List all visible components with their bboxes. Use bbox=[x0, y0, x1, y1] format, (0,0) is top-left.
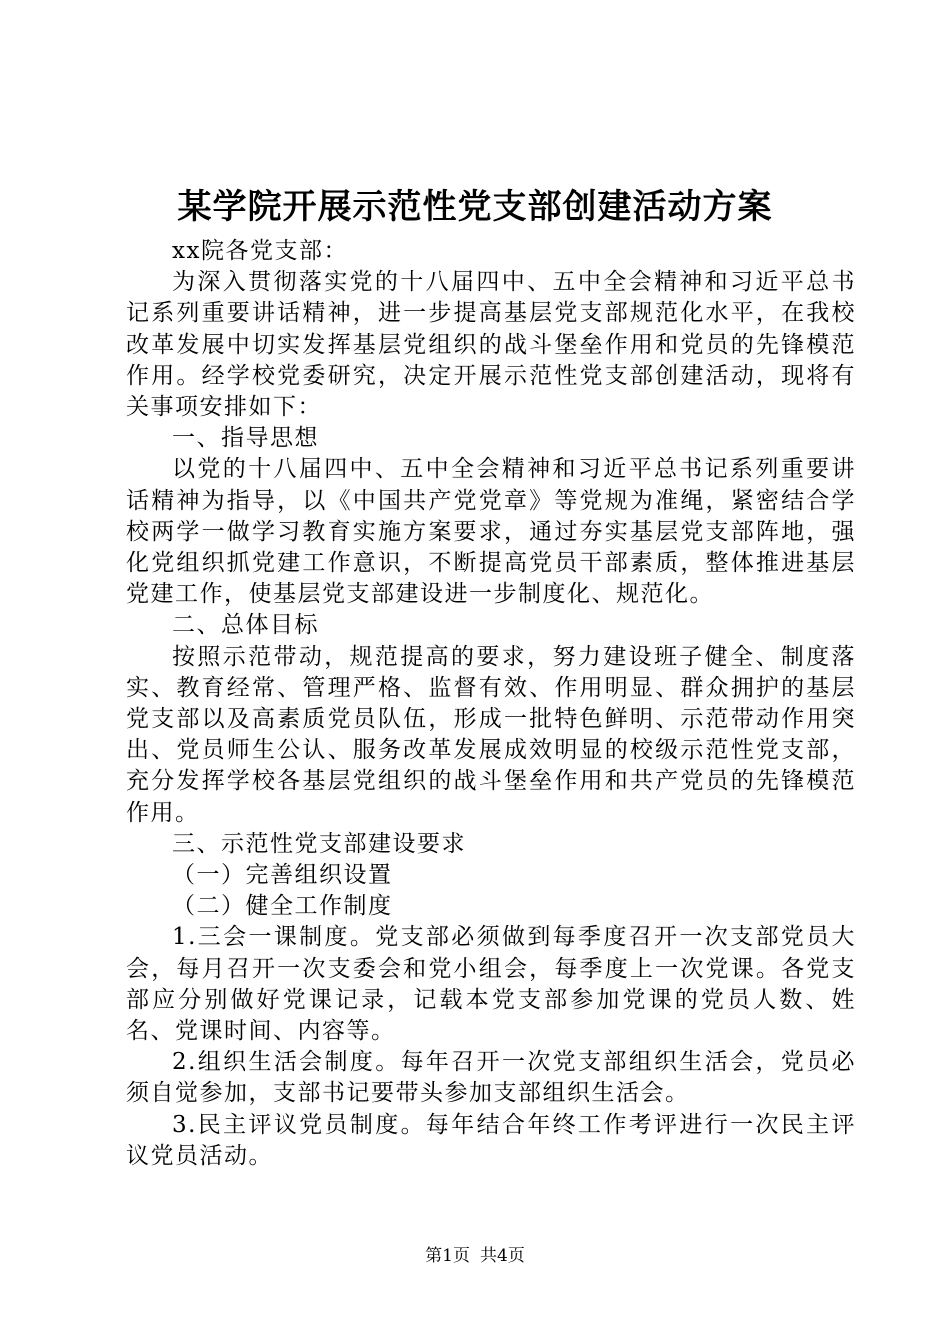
document-body bbox=[126, 236, 856, 1172]
document-title: 某学院开展示范性党支部创建活动方案 bbox=[177, 187, 773, 227]
guiding-ideology-paragraph: 以党的十八届四中、五中全会精神和习近平总书记系列重要讲话精神为指导，以《中国共产党党章》等党规为准绳，紧密结合学校两学一做学习教育实施方案要求，通过夯实基层党支部阵地，强化党组织抓党建工作意识，不断提高党员干部素质，整体推进基层党建工作，使基层党支部建设进一步制度化、规范化。 bbox=[126, 456, 856, 608]
overall-goal-paragraph: 按照示范带动，规范提高的要求，努力建设班子健全、制度落实、教育经常、管理严格、监督有效、作用明显、群众拥护的基层党支部以及高素质党员队伍，形成一批特色鲜明、示范带动作用突出、党员师生公认、服务改革发展成效明显的校级示范性党支部，充分发挥学校各基层党组织的战斗堡垒作用和共产党员的先锋模范作用。 bbox=[126, 643, 856, 826]
section-heading-requirements: 三、示范性党支部建设要求 bbox=[172, 830, 466, 857]
section-heading-guiding-ideology: 一、指导思想 bbox=[172, 425, 319, 452]
page-footer bbox=[0, 1244, 950, 1268]
section-heading-overall-goal: 二、总体目标 bbox=[172, 612, 319, 639]
subsection-heading-organization: （一）完善组织设置 bbox=[172, 862, 393, 889]
item-three-meetings: 1.三会一课制度。党支部必须做到每季度召开一次支部党员大会，每月召开一次支委会和党小组会，每季度上一次党课。各党支部应分别做好党课记录，记载本党支部参加党课的党员人数、姓名、党课时间、内容等。 bbox=[126, 924, 856, 1045]
intro-paragraph: 为深入贯彻落实党的十八届四中、五中全会精神和习近平总书记系列重要讲话精神，进一步提高基层党支部规范化水平，在我校改革发展中切实发挥基层党组织的战斗堡垒作用和党员的先锋模范作用。经学校党委研究，决定开展示范性党支部创建活动，现将有关事项安排如下： bbox=[126, 269, 856, 421]
item-organizational-life: 2.组织生活会制度。每年召开一次党支部组织生活会，党员必须自觉参加，支部书记要带头参加支部组织生活会。 bbox=[126, 1049, 856, 1107]
item-democratic-evaluation: 3.民主评议党员制度。每年结合年终工作考评进行一次民主评议党员活动。 bbox=[126, 1111, 856, 1169]
page-number-current: 第1页 bbox=[425, 1246, 470, 1266]
subsection-heading-work-system: （二）健全工作制度 bbox=[172, 893, 393, 920]
page-number-total: 共4页 bbox=[480, 1246, 525, 1266]
salutation: xx院各党支部： bbox=[172, 238, 348, 264]
